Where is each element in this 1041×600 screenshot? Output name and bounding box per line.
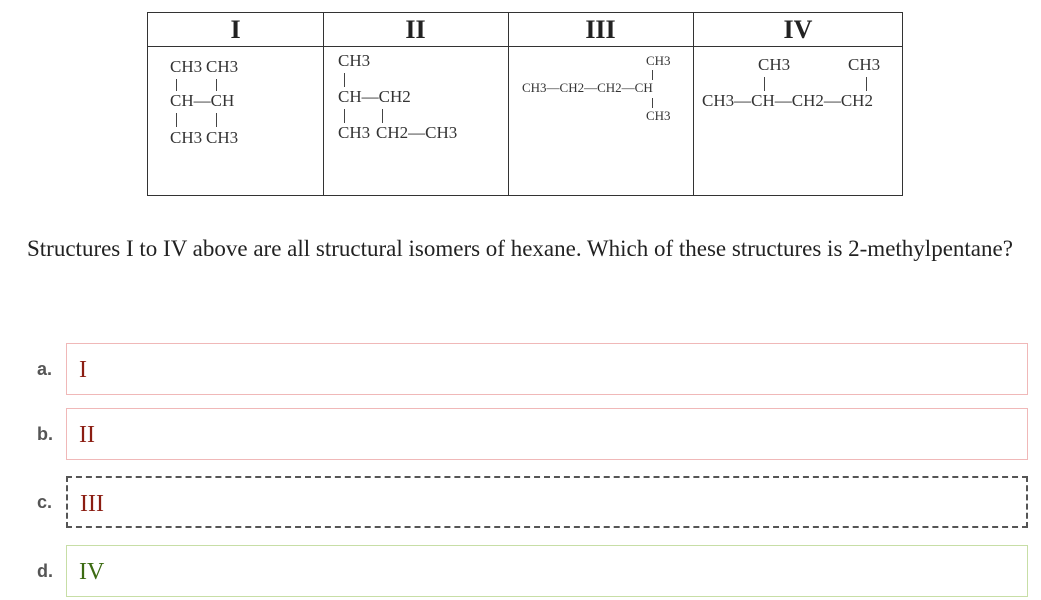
header-structure-2: II [405, 15, 426, 44]
option-a[interactable] [0, 341, 1041, 397]
option-d-letter: d. [37, 561, 53, 581]
structure-2-mid: CH—CH2 [338, 87, 411, 106]
option-d-text: IV [79, 559, 105, 585]
option-b-text: II [79, 422, 95, 448]
bond [652, 98, 653, 108]
option-a-text: I [79, 357, 87, 383]
option-a-box[interactable] [66, 343, 1028, 395]
bond [216, 113, 217, 127]
option-a-letter: a. [37, 359, 53, 379]
option-c[interactable] [0, 474, 1041, 530]
option-b-box[interactable] [66, 408, 1028, 460]
bond [764, 77, 765, 91]
structure-2-bottom-left: CH3 [338, 123, 371, 142]
option-c-letter: c. [37, 492, 53, 512]
structure-1-top-left: CH3 [170, 57, 203, 76]
bond [866, 77, 867, 91]
option-c-box[interactable] [66, 476, 1028, 528]
option-c-text: III [80, 491, 104, 517]
header-structure-3: III [585, 15, 616, 44]
bond [176, 113, 177, 127]
structure-1-bottom-left: CH3 [170, 128, 203, 147]
option-b-letter: b. [37, 424, 53, 444]
bond [216, 79, 217, 91]
bond [344, 109, 345, 123]
structure-4-top-right: CH3 [848, 55, 881, 74]
structure-3-top: CH3 [646, 53, 671, 68]
structure-1-bottom-right: CH3 [206, 128, 239, 147]
structure-1-mid: CH—CH [170, 91, 235, 110]
header-structure-4: IV [783, 15, 813, 44]
bond [382, 109, 383, 123]
option-d[interactable] [0, 543, 1041, 599]
bond [652, 70, 653, 80]
header-structure-1: I [230, 15, 241, 44]
question-text: Structures I to IV above are all structural isomers of hexane. Which of these structures is 2-methylpentane? [27, 236, 1013, 261]
structure-1-top-right: CH3 [206, 57, 239, 76]
structure-4-chain: CH3—CH—CH2—CH2 [702, 91, 873, 110]
structure-2-top: CH3 [338, 51, 371, 70]
bond [176, 79, 177, 91]
structures-table [147, 12, 903, 196]
option-d-box[interactable] [66, 545, 1028, 597]
structure-4-top-left: CH3 [758, 55, 791, 74]
structure-3-chain: CH3—CH2—CH2—CH [522, 80, 653, 95]
option-b[interactable] [0, 406, 1041, 462]
structure-3-bottom: CH3 [646, 108, 671, 123]
structure-2-bottom-right: CH2—CH3 [376, 123, 458, 142]
bond [344, 73, 345, 87]
